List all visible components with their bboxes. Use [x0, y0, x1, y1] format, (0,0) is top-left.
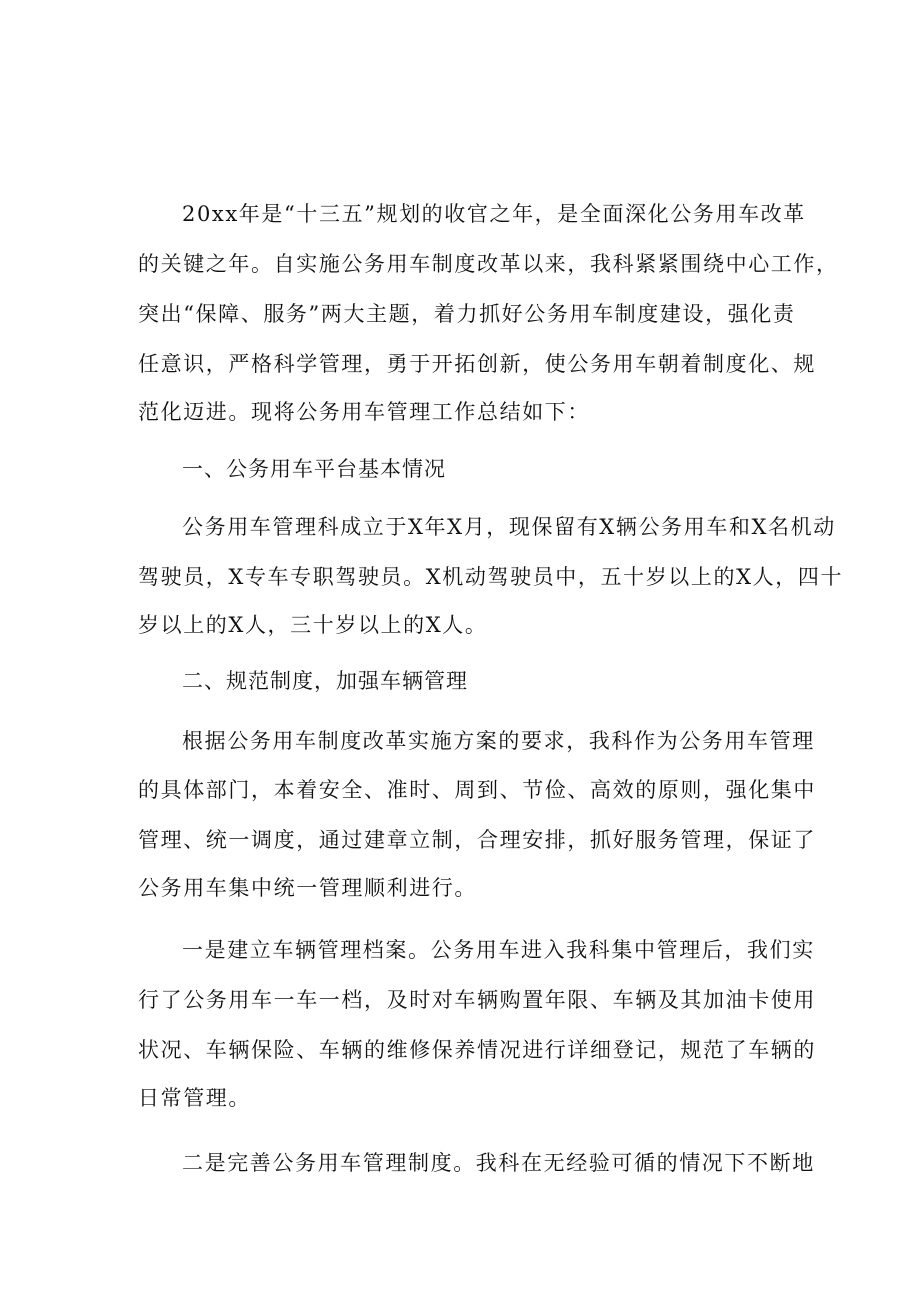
section-heading-2: 二、规范制度，加强车辆管理 [182, 669, 468, 693]
item-1-line-1: 一是建立车辆管理档案。公务用车进入我科集中管理后，我们实 [182, 938, 815, 962]
intro-line-3: 突出“保障、服务”两大主题，着力抓好公务用车制度建设，强化责 [138, 302, 796, 326]
intro-line-2: 的关键之年。自实施公务用车制度改革以来，我科紧紧围绕中心工作， [138, 252, 839, 276]
item-1-line-4: 日常管理。 [138, 1086, 251, 1110]
section-1-line-3: 岁以上的X人，三十岁以上的X人。 [138, 613, 488, 637]
section-2-line-2: 的具体部门，本着安全、准时、周到、节俭、高效的原则，强化集中 [138, 778, 816, 802]
item-1-line-2: 行了公务用车一车一档，及时对车辆购置年限、车辆及其加油卡使用 [138, 988, 816, 1012]
section-1-line-1: 公务用车管理科成立于X年X月，现保留有X辆公务用车和X名机动 [182, 515, 836, 539]
intro-line-4: 任意识，严格科学管理，勇于开拓创新，使公务用车朝着制度化、规 [138, 352, 816, 376]
section-2-line-4: 公务用车集中统一管理顺利进行。 [138, 876, 477, 900]
section-2-line-3: 管理、统一调度，通过建章立制，合理安排，抓好服务管理，保证了 [138, 828, 816, 852]
section-2-line-1: 根据公务用车制度改革实施方案的要求，我科作为公务用车管理 [182, 729, 815, 753]
section-heading-1: 一、公务用车平台基本情况 [182, 457, 446, 481]
section-1-line-2: 驾驶员，X专车专职驾驶员。X机动驾驶员中，五十岁以上的X人，四十 [138, 565, 844, 589]
intro-line-1: 20xx年是“十三五”规划的收官之年，是全面深化公务用车改革 [182, 202, 806, 226]
item-1-line-3: 状况、车辆保险、车辆的维修保养情况进行详细登记，规范了车辆的 [138, 1038, 816, 1062]
item-2-line-1: 二是完善公务用车管理制度。我科在无经验可循的情况下不断地 [182, 1151, 815, 1175]
intro-line-5: 范化迈进。现将公务用车管理工作总结如下： [138, 400, 590, 424]
